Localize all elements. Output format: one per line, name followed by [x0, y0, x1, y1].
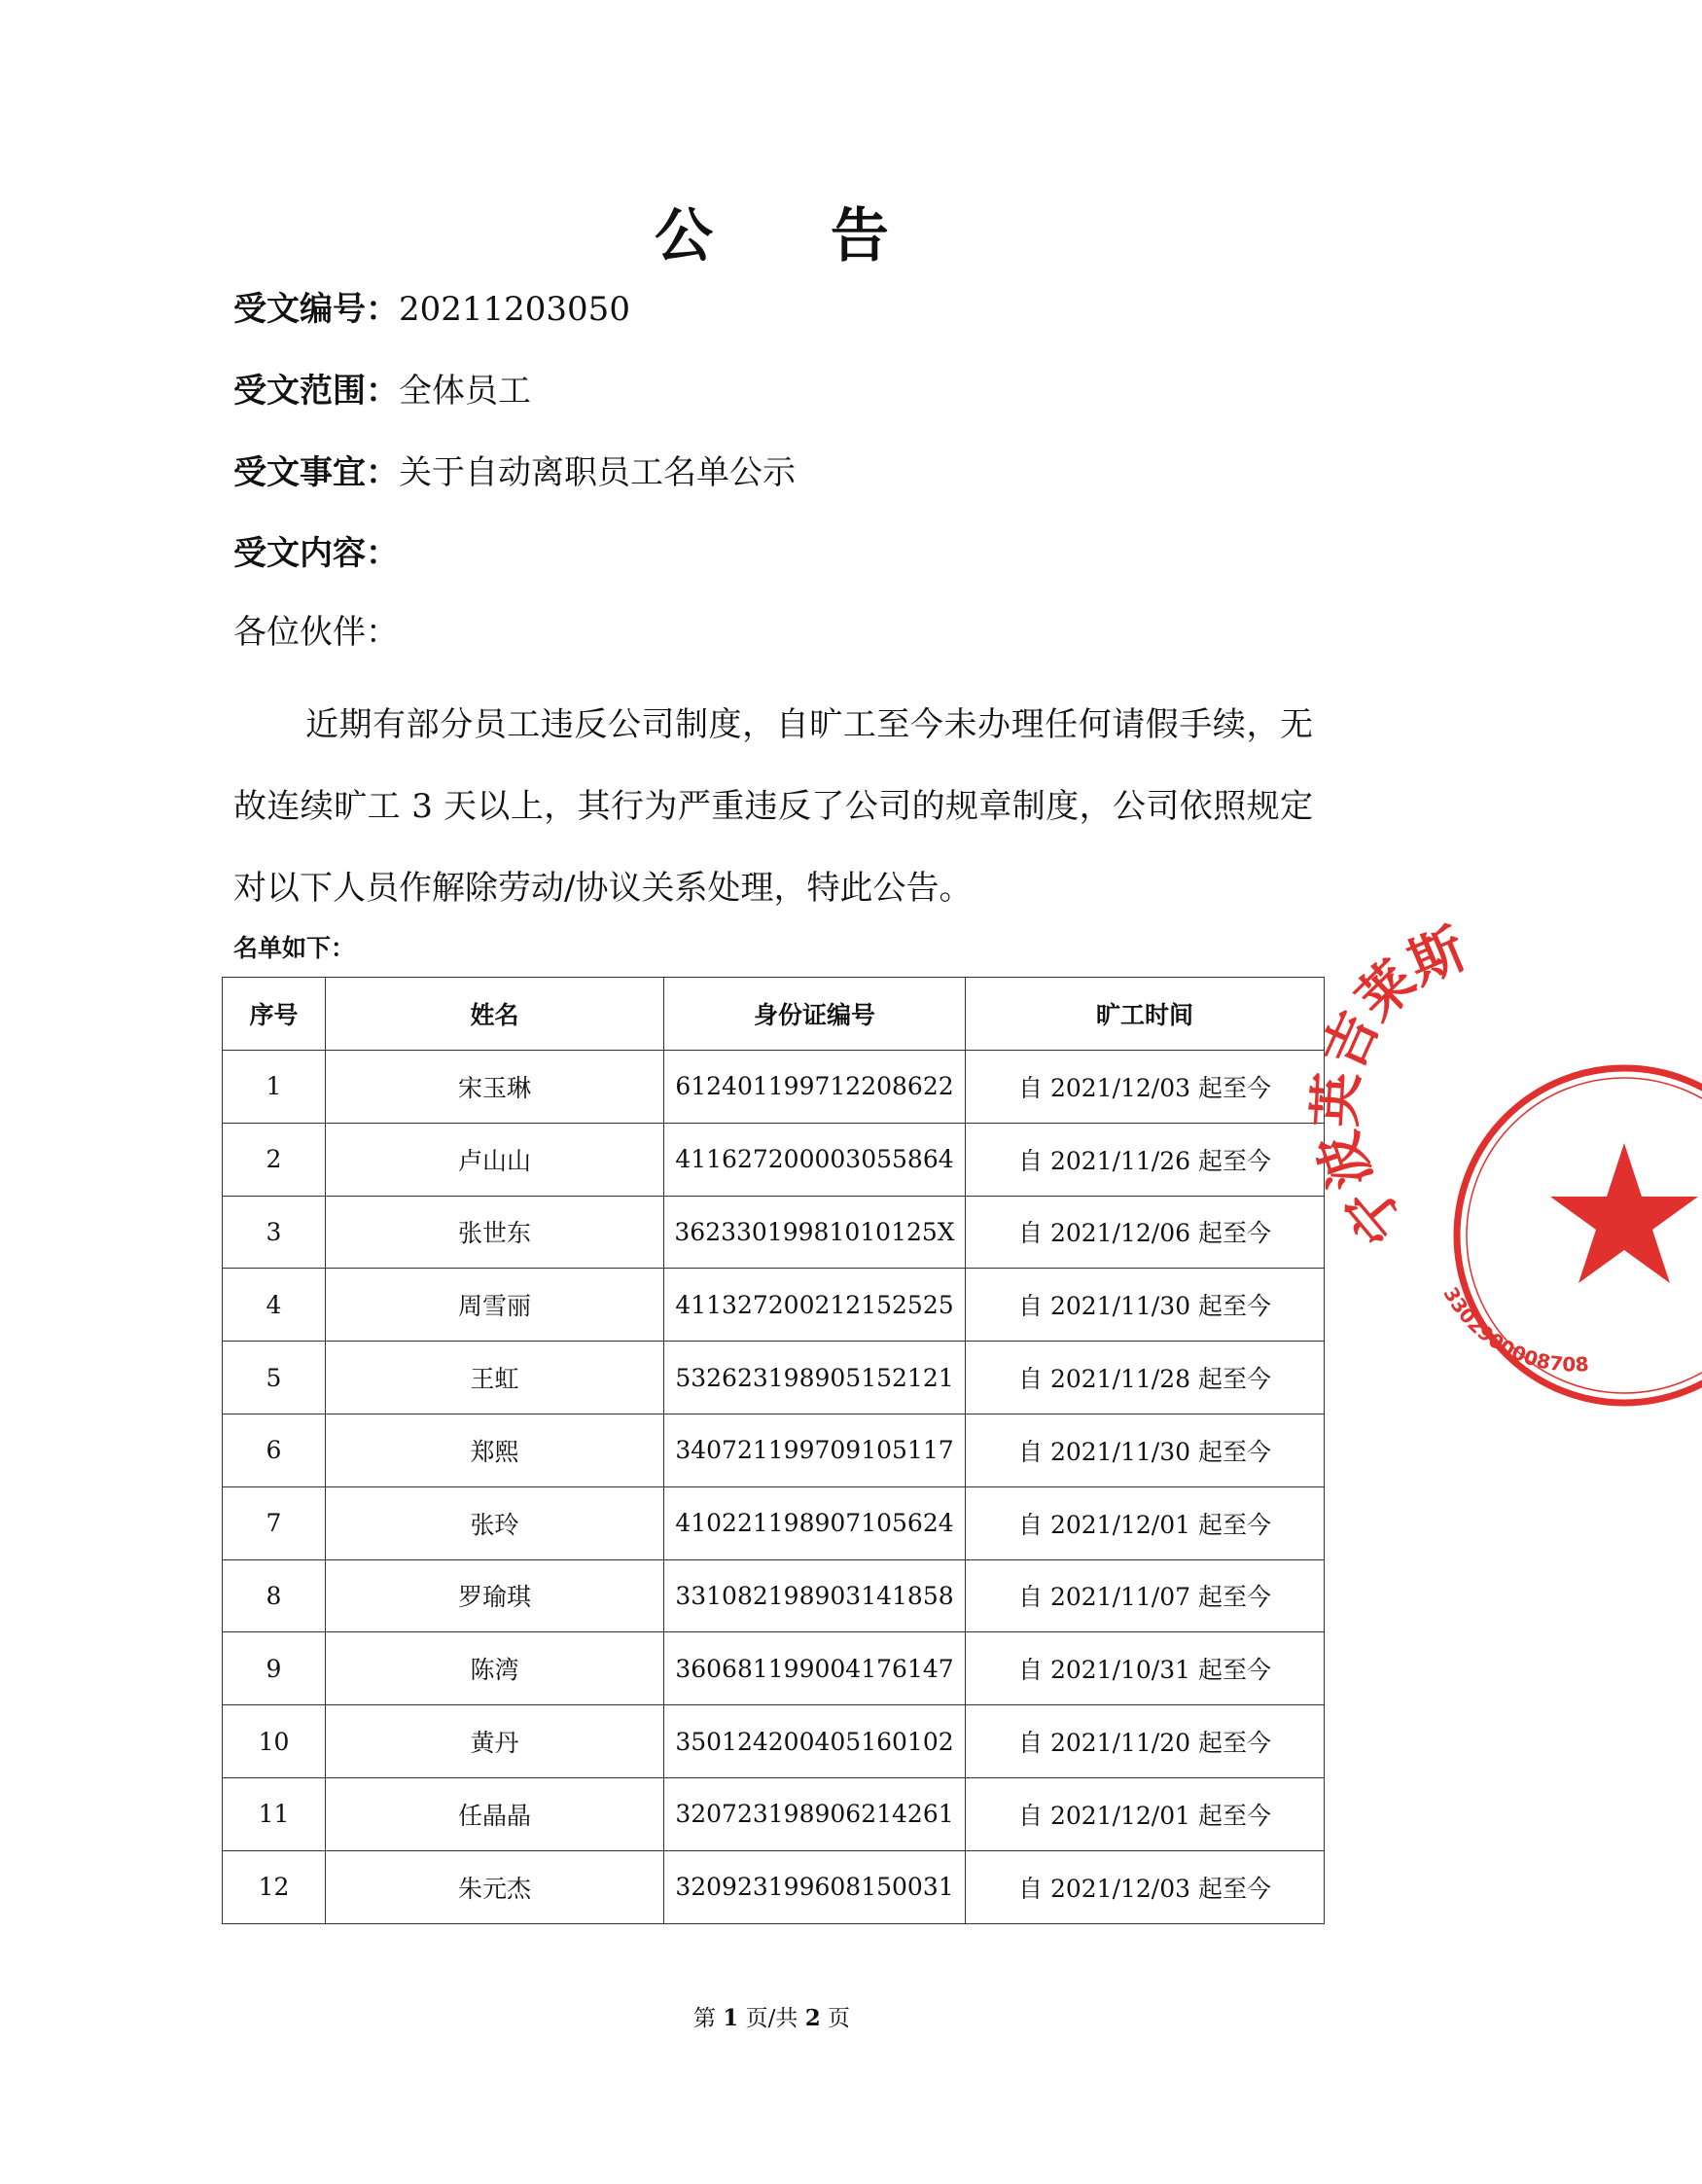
seal-code: 3302900008708: [1438, 1282, 1590, 1377]
seal-star-icon: [1550, 1143, 1698, 1283]
cell-name: 陈湾: [326, 1632, 664, 1705]
cell-id-number: 411327200212152525: [664, 1269, 966, 1342]
table-row: [223, 1196, 1325, 1269]
table-row: [223, 1632, 1325, 1705]
cell-index: 2: [223, 1123, 326, 1196]
cell-id-number: 36233019981010125X: [664, 1196, 966, 1269]
cell-name: 朱元杰: [326, 1850, 664, 1923]
cell-name: 卢山山: [326, 1123, 664, 1196]
cell-name: 郑熙: [326, 1414, 664, 1486]
cell-id-number: 612401199712208622: [664, 1051, 966, 1124]
cell-id-number: 532623198905152121: [664, 1342, 966, 1414]
cell-absence-date: 自 2021/11/30 起至今: [966, 1414, 1325, 1486]
doc-number-value: 20211203050: [399, 290, 630, 329]
footer-suffix: 页: [820, 2006, 851, 2031]
cell-absence-date: 自 2021/11/07 起至今: [966, 1559, 1325, 1632]
dismissal-table: [222, 977, 1325, 1924]
cell-name: 张玲: [326, 1486, 664, 1559]
doc-number-label: 受文编号：: [233, 290, 399, 329]
scope-field: [233, 370, 531, 412]
cell-index: 5: [223, 1342, 326, 1414]
table-row: [223, 1269, 1325, 1342]
footer-page-number: 1: [723, 2005, 739, 2031]
table-body: [223, 1051, 1325, 1924]
cell-absence-date: 自 2021/11/30 起至今: [966, 1269, 1325, 1342]
cell-absence-date: 自 2021/11/26 起至今: [966, 1123, 1325, 1196]
cell-index: 4: [223, 1269, 326, 1342]
cell-index: 7: [223, 1486, 326, 1559]
subject-label: 受文事宜：: [233, 453, 399, 492]
cell-name: 罗瑜琪: [326, 1559, 664, 1632]
col-header-index: 序号: [223, 978, 326, 1051]
company-seal: [1303, 916, 1702, 1391]
doc-number-field: [233, 288, 630, 331]
table-row: [223, 1342, 1325, 1414]
content-label: 受文内容：: [233, 534, 399, 573]
cell-index: 12: [223, 1850, 326, 1923]
table-row: [223, 1705, 1325, 1778]
scope-label: 受文范围：: [233, 372, 399, 411]
table-row: [223, 1559, 1325, 1632]
cell-name: 王虹: [326, 1342, 664, 1414]
cell-absence-date: 自 2021/12/03 起至今: [966, 1051, 1325, 1124]
cell-index: 11: [223, 1777, 326, 1850]
footer-total-pages: 2: [804, 2005, 821, 2031]
list-heading: 名单如下：: [233, 934, 356, 962]
table-header-row: [223, 978, 1325, 1051]
cell-absence-date: 自 2021/12/03 起至今: [966, 1850, 1325, 1923]
cell-name: 宋玉琳: [326, 1051, 664, 1124]
cell-name: 黄丹: [326, 1705, 664, 1778]
table-row: [223, 1123, 1325, 1196]
cell-absence-date: 自 2021/12/01 起至今: [966, 1486, 1325, 1559]
cell-index: 3: [223, 1196, 326, 1269]
table-row: [223, 1051, 1325, 1124]
cell-id-number: 331082198903141858: [664, 1559, 966, 1632]
cell-name: 任晶晶: [326, 1777, 664, 1850]
cell-absence-date: 自 2021/12/01 起至今: [966, 1777, 1325, 1850]
seal-text: 宁波英吉莱斯: [1303, 916, 1475, 1256]
col-header-absence-date: 旷工时间: [966, 978, 1325, 1051]
table-row: [223, 1486, 1325, 1559]
cell-id-number: 410221198907105624: [664, 1486, 966, 1559]
cell-id-number: 360681199004176147: [664, 1632, 966, 1705]
subject-value: 关于自动离职员工名单公示: [399, 453, 796, 492]
cell-id-number: 350124200405160102: [664, 1705, 966, 1778]
table-row: [223, 1850, 1325, 1923]
footer-middle: 页/共: [738, 2006, 805, 2031]
cell-id-number: 320723198906214261: [664, 1777, 966, 1850]
cell-absence-date: 自 2021/11/28 起至今: [966, 1342, 1325, 1414]
cell-id-number: 340721199709105117: [664, 1414, 966, 1486]
cell-index: 10: [223, 1705, 326, 1778]
cell-absence-date: 自 2021/11/20 起至今: [966, 1705, 1325, 1778]
table-row: [223, 1414, 1325, 1486]
page-title: 公 告: [655, 202, 938, 270]
cell-id-number: 411627200003055864: [664, 1123, 966, 1196]
cell-absence-date: 自 2021/10/31 起至今: [966, 1632, 1325, 1705]
col-header-name: 姓名: [326, 978, 664, 1051]
cell-index: 8: [223, 1559, 326, 1632]
cell-index: 1: [223, 1051, 326, 1124]
greeting: 各位伙伴：: [233, 613, 399, 652]
scope-value: 全体员工: [399, 372, 531, 411]
content-field: [233, 532, 399, 575]
body-paragraph: 近期有部分员工违反公司制度，自旷工至今未办理任何请假手续，无故连续旷工 3 天以上，其行为严重违反了公司的规章制度，公司依照规定对以下人员作解除劳动/协议关系处理，特此公告。: [233, 705, 1313, 908]
footer-prefix: 第: [692, 2006, 724, 2031]
table-row: [223, 1777, 1325, 1850]
col-header-id-number: 身份证编号: [664, 978, 966, 1051]
cell-name: 张世东: [326, 1196, 664, 1269]
cell-name: 周雪丽: [326, 1269, 664, 1342]
cell-id-number: 320923199608150031: [664, 1850, 966, 1923]
cell-index: 9: [223, 1632, 326, 1705]
page-footer: [0, 2000, 1543, 2032]
cell-index: 6: [223, 1414, 326, 1486]
subject-field: [233, 451, 796, 494]
cell-absence-date: 自 2021/12/06 起至今: [966, 1196, 1325, 1269]
